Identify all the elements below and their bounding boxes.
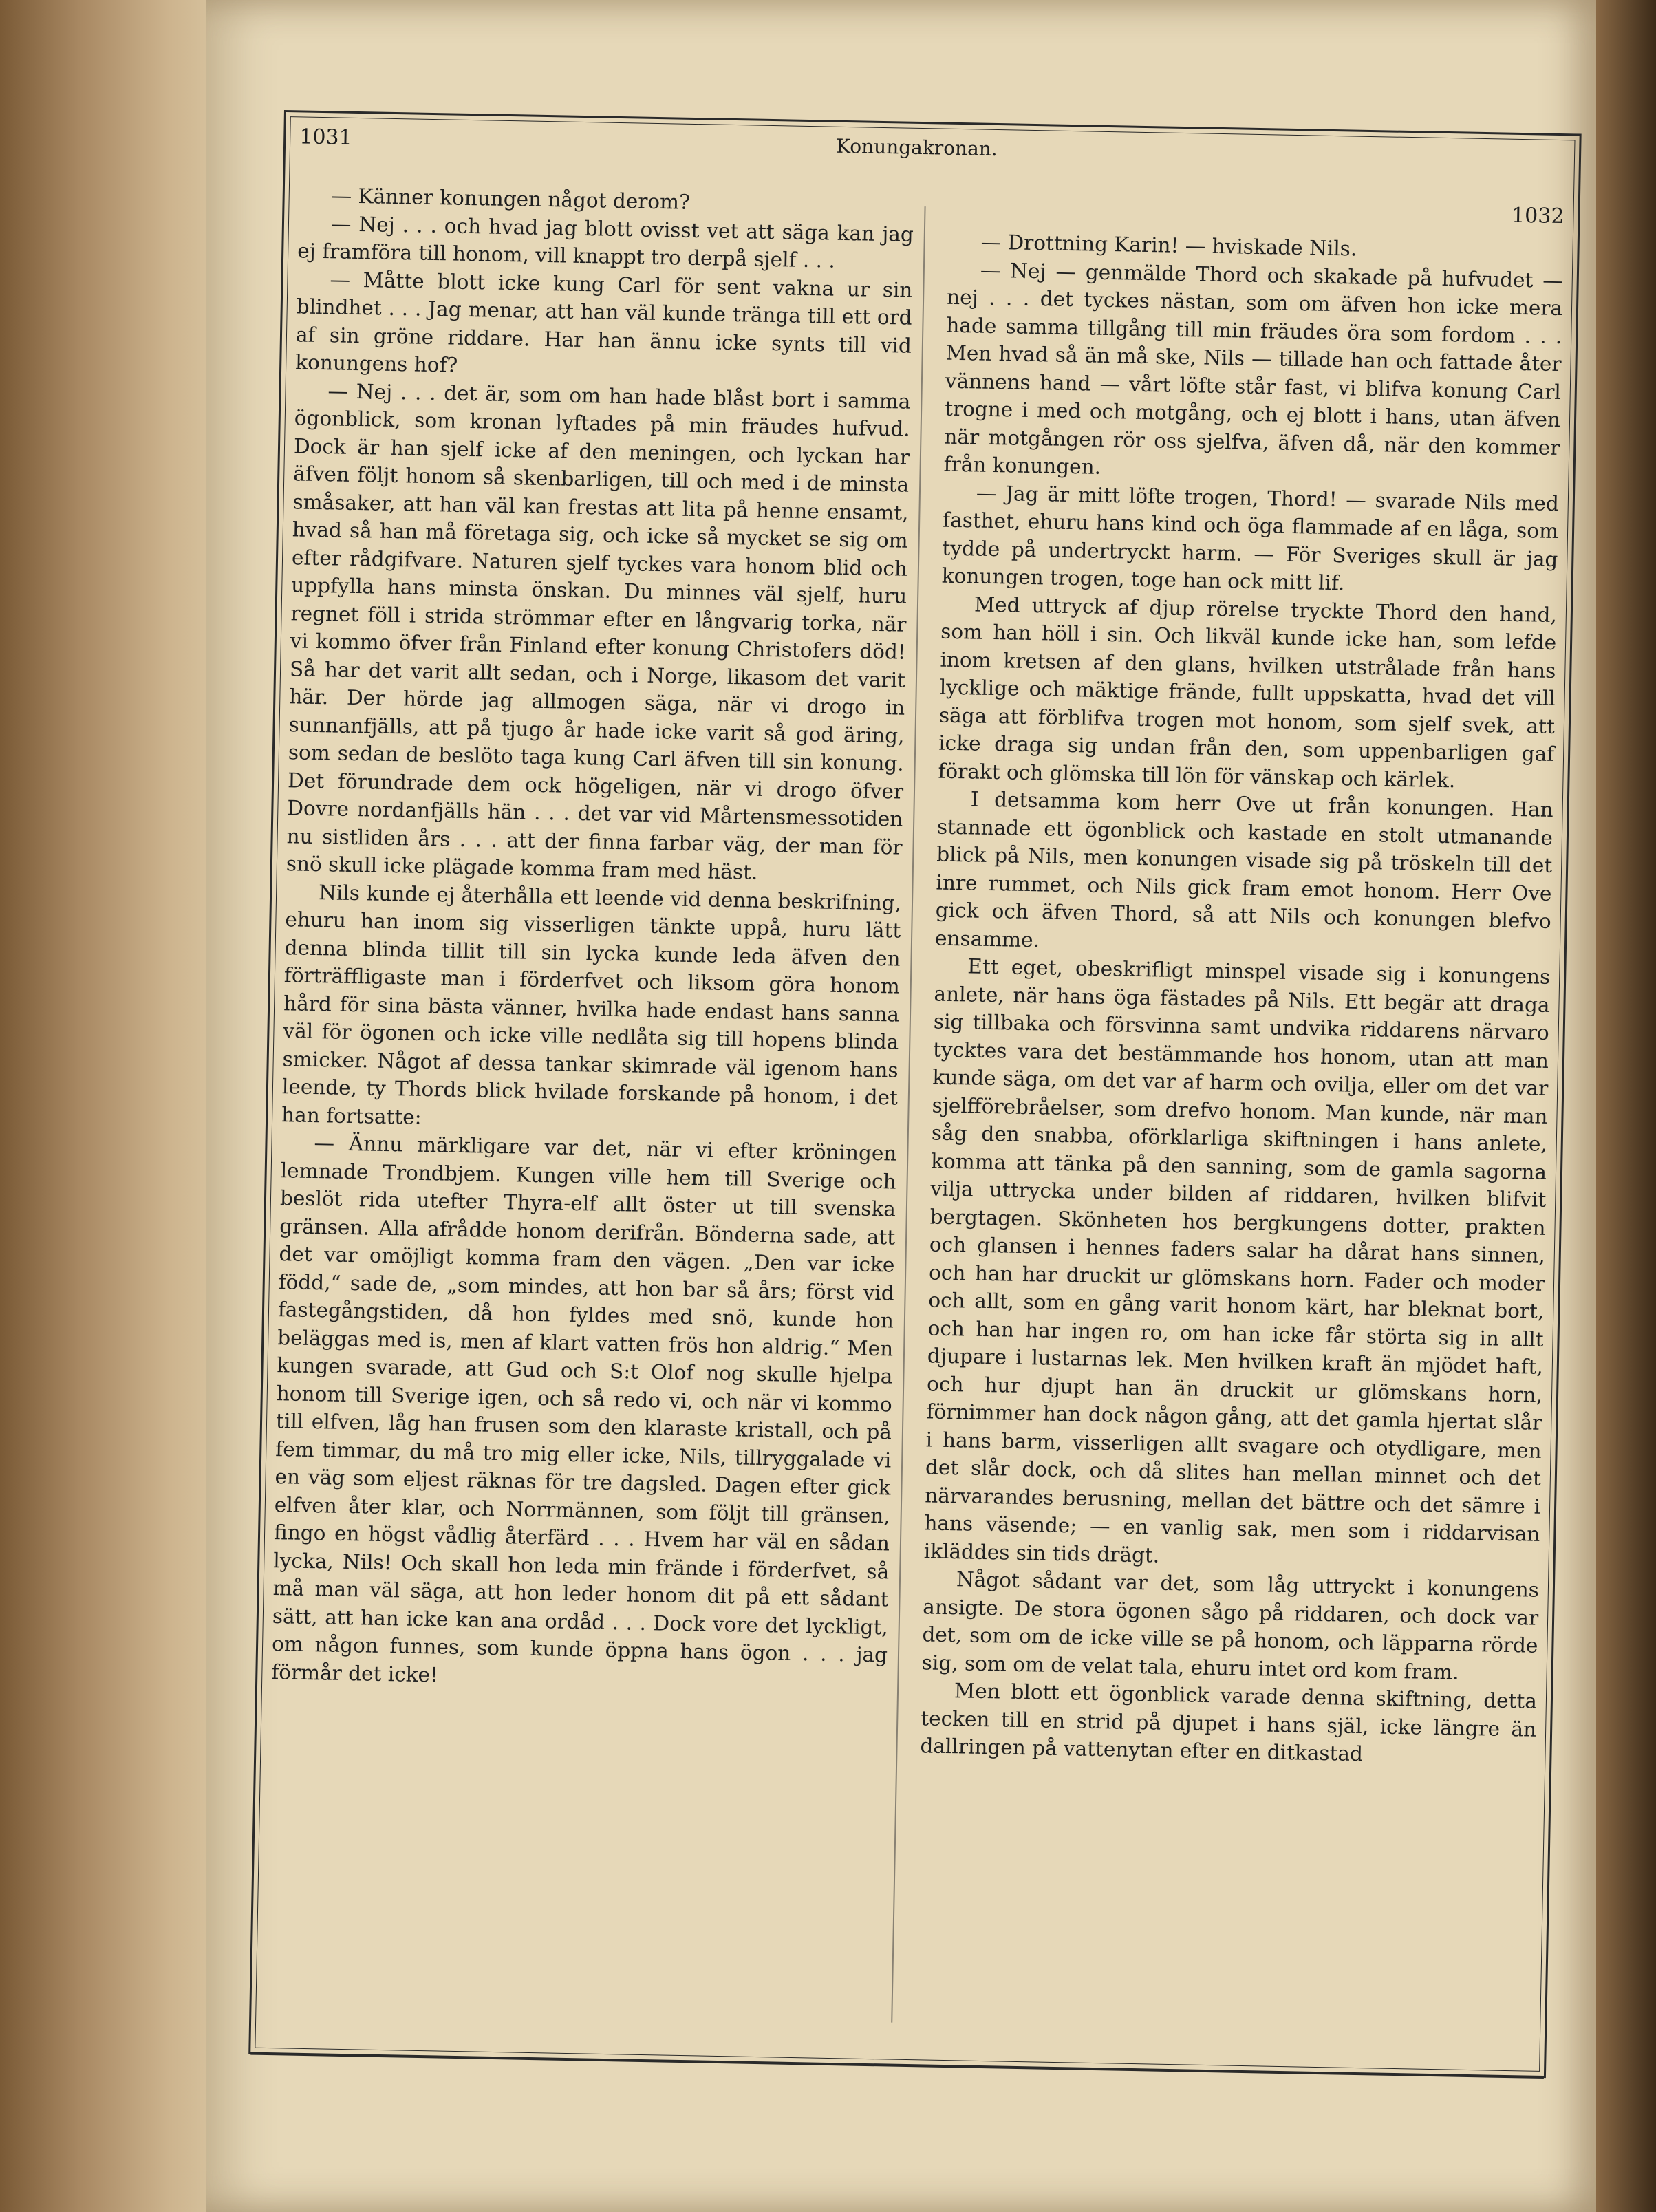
paragraph: Något sådant var det, som låg uttryckt i konungens ansigte. De stora ögonen sågo på riddaren, och dock var det, som om de icke ville se på honom, och läpparna rörde sig, som om de velat tala, ehuru intet ord kom fram. (921, 1567, 1540, 1684)
bottom-rule (250, 2054, 1544, 2079)
page-number-right: 1032 (1511, 203, 1564, 229)
running-title: Konungakronan. (835, 134, 998, 161)
paragraph: — Jag är mitt löfte trogen, Thord! — svarade Nils med fasthet, ehuru hans kind och öga flammade af en låga, som tydde på undertryckt harm. — För Sveriges skull är jag konungen trogen, toge han ock mitt lif. (941, 481, 1560, 595)
page-number-left: 1031 (299, 125, 352, 150)
paragraph: Ett eget, obeskrifligt minspel visade sig i konungens anlete, när hans öga fästades på Nils. Ett begär att draga sig tillbaka och försvinna samt undvika riddarens närvaro tycktes vara det bestämmande hos honom, utan att man kunde säga, om det var af harm och ovilja, eller om det var sjelfförebråelser, som drefvo honom. Man kunde, när man såg den snabba, oförklarliga skiftningen i hans anlete, komma att tänka på den sanning, som de gamla sagorna vilja uttrycka under bilden af riddaren, hvilken blifvit bergtagen. Skönheten hos bergkungens dotter, prakten och glansen i hennes faders salar ha dårat hans sinnen, och han har druckit ur glömskans horn. Fader och moder och allt, som en gång varit honom kärt, har bleknat bort, och han har ingen ro, om han icke får störta sig in allt djupare i lustarnas lek. Men hvilken kraft än mjödet haft, och hur djupt han än druckit ur glömskans horn, förnimmer han dock någon gång, att det gamla hjertat slår i hans barm, visserligen allt svagare och otydligare, men det slår dock, och då slites han mellan minnet och det närvarandes berusning, mellan det bättre och det sämre i hans väsende; — en vanlig sak, men som i riddarvisan ikläddes sin tids drägt. (923, 954, 1551, 1567)
paragraph: I detsamma kom herr Ove ut från konungen. Han stannade ett ögonblick och kastade en stolt utmanande blick på Nils, men konungen visade sig på tröskeln till det inre rummet, och Nils gick fram emot honom. Herr Ove gick och äfven Thord, så att Nils och konungen blefvo ensamme. (934, 787, 1553, 952)
page-frame (248, 110, 1581, 2078)
book-page (206, 0, 1596, 2212)
paragraph: — Nej . . . det är, som om han hade blåst bort i samma ögonblick, som kronan lyftades på min fräudes hufvud. Dock är han sjelf icke af den meningen, och lyckan har äfven följt honom så skenbarligen, till och med i de minsta småsaker, att han väl kan frestas att lita på henne ensamt, hvad så han må företaga sig, och icke så mycket se sig om efter rådgifvare. Naturen sjelf tyckes vara honom blid och uppfylla hans minsta önskan. Du minnes väl sjelf, huru regnet föll i strida strömmar efter en långvarig torka, när vi kommo öfver från Finland efter konung Christofers död! Så har det varit allt sedan, och i Norge, likasom det varit här. Der hörde jag allmogen säga, när vi drogo in sunnanfjälls, att på tjugo år hade icke varit så god äring, som sedan de beslöto taga kung Carl äfven till sin konung. Det förundrade dem ock högeligen, när vi drogo öfver Dovre nordanfjälls hän . . . det var vid Mårtensmessotiden nu sistliden års . . . att der finna farbar väg, der man för snö skull icke plägade komma fram med häst. (286, 378, 911, 884)
paragraph: — Nej . . . och hvad jag blott ovisst vet att säga kan jag ej framföra till honom, vill knappt tro derpå sjelf . . . (297, 211, 914, 272)
paragraph: — Måtte blott icke kung Carl för sent vakna ur sin blindhet . . . Jag menar, att han väl kunde tränga till ett ord af sin gröne riddare. Har han ännu icke synts till vid konungens hof? (294, 267, 913, 377)
book-gutter-left (0, 0, 227, 2212)
right-column (920, 228, 1564, 1772)
paragraph: — Nej — genmälde Thord och skakade på hufvudet — nej . . . det tyckes nästan, som om äfven hon icke mera hade samma tillgång till min fräudes öra som fordom . . . Men hvad så än må ske, Nils — tillade han och fattade åter vännens hand — vårt löfte står fast, vi blifva konung Carl trogne i med och motgång, och ej blott i hans, utan äfven när motgången rör oss sjelfva, äfven då, när den kommer från konungen. (943, 258, 1564, 479)
paragraph: — Känner konungen något derom? (331, 184, 691, 214)
left-column (271, 181, 914, 1697)
paragraph: Med uttryck af djup rörelse tryckte Thord den hand, som han höll i sin. Och likväl kunde icke han, som lefde inom kretsen af den glans, hvilken utstrålade från hans lycklige och mäktige frände, fullt uppskatta, hvad det vill säga att förblifva trogen mot honom, som sjelf svek, att icke draga sig undan från den, som uppenbarligen gaf förakt och glömska till lön för vänskap och kärlek. (938, 592, 1558, 792)
paragraph: — Drottning Karin! — hviskade Nils. (980, 230, 1357, 261)
paragraph: — Ännu märkligare var det, när vi efter kröningen lemnade Trondbjem. Kungen ville hem till Sverige och beslöt rida utefter Thyra-elf allt öster ut till svenska gränsen. Alla afrådde honom derifrån. Bönderna sade, att det var omöjligt komma fram den vägen. „Den var icke född,“ sade de, „som mindes, att hon bar så års; först vid fastegångstiden, då hon fyldes med snö, kunde hon beläggas med is, men af klart vatten frös hon aldrig.“ Men kungen svarade, att Gud och S:t Olof nog skulle hjelpa honom till Sverige igen, och så redo vi, och när vi kommo till elfven, låg han frusen som den klaraste kristall, och på fem timmar, du må tro mig eller icke, Nils, tillryggalade vi en väg som eljest räknas för tre dagsled. Dagen efter gick elfven åter klar, och Norrmännen, som följt till gränsen, fingo en högst vådlig återfärd . . . Hvem har väl en sådan lycka, Nils! Och skall hon leda min frände i förderfvet, så må man väl säga, att hon leder honom dit på ett sådant sätt, att han icke kan ana ordåd . . . Dock vore det lyckligt, om någon funnes, som kunde öppna hans ögon . . . jag förmår det icke! (271, 1131, 897, 1686)
paragraph: Nils kunde ej återhålla ett leende vid denna beskrifning, ehuru han inom sig visserligen tänkte uppå, huru lätt denna blinda tillit till sin lycka kunde leda äfven den förträffligaste man i förderfvet och liksom göra honom hård för sina bästa vänner, hvilka hade endast hans sanna väl för ögonen och icke ville nedlåta sig till hopens blinda smicker. Något af dessa tankar skimrade väl igenom hans leende, ty Thords blick hvilade forskande på honom, i det han fortsatte: (281, 880, 902, 1129)
paragraph: Men blott ett ögonblick varade denna skiftning, detta tecken till en strid på djupet i hans själ, icke längre än dallringen på vattenytan efter en ditkastad (920, 1679, 1538, 1766)
